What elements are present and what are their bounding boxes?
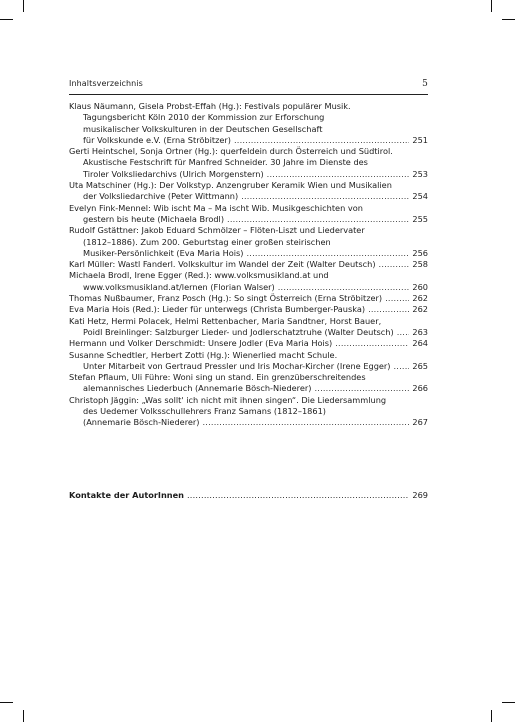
toc-entry-line: Evelyn Fink-Mennel: Wib ischt Ma – Ma ischt Wib. Musikgeschichten von	[69, 202, 363, 213]
toc-entry-line: Tiroler Volksliedarchivs (Ulrich Morgenstern)	[83, 168, 264, 179]
toc-entry[interactable]	[69, 350, 428, 373]
dot-leader	[187, 490, 409, 501]
page-number: 5	[422, 79, 428, 89]
toc-entry-page: 262	[412, 304, 428, 315]
toc-entry-contacts[interactable]	[69, 490, 428, 501]
toc-entry[interactable]	[69, 304, 428, 315]
dot-leader	[368, 304, 409, 315]
toc-entry-line: Klaus Näumann, Gisela Probst-Effah (Hg.): Festivals populärer Musik.	[69, 101, 351, 111]
dot-leader	[241, 191, 409, 202]
toc-entry-line: Rudolf Gstättner: Jakob Eduard Schmölzer – Flöten-Liszt und Liedervater	[69, 225, 365, 236]
toc-entry-page: 269	[412, 490, 428, 500]
toc-entry-line: Stefan Pflaum, Uli Führe: Woni sing un stand. Ein grenzüberschreitendes	[69, 372, 366, 383]
toc-entry-line: gestern bis heute (Michaela Brodl)	[83, 213, 225, 224]
toc-entry-line: Thomas Nußbaumer, Franz Posch (Hg.): So singt Österreich (Erna Ströbitzer)	[69, 293, 383, 304]
header-rule	[69, 94, 428, 95]
dot-leader	[335, 338, 409, 349]
toc-entry-line: Unter Mitarbeit von Gertraud Pressler und Iris Mochar-Kircher (Irene Egger)	[83, 360, 391, 371]
toc-entry-line: Christoph Jäggin: „Was sollt' ich nicht mit ihnen singen“. Die Liedersammlung	[69, 394, 387, 405]
toc-entry[interactable]	[69, 180, 428, 203]
toc-entry-line: www.volksmusikland.at/lernen (Florian Walser)	[83, 281, 275, 292]
toc-entry-page: 264	[412, 338, 428, 349]
toc-entry[interactable]	[69, 270, 428, 293]
toc-entry-line: Eva Maria Hois (Red.): Lieder für unterwegs (Christa Bumberger-Pauska)	[69, 304, 366, 315]
dot-leader	[202, 417, 409, 428]
toc-entry-page: 262	[412, 293, 428, 304]
crop-mark	[23, 0, 24, 12]
dot-leader	[227, 214, 409, 225]
toc-entry-page: 253	[412, 168, 428, 179]
toc-entry-line: (1812–1886). Zum 200. Geburtstag einer großen steirischen	[83, 236, 331, 247]
crop-mark	[0, 19, 13, 20]
toc-entry[interactable]	[69, 395, 428, 429]
toc-entry-line: für Volkskunde e.V. (Erna Ströbitzer)	[83, 134, 231, 145]
toc-entry-line: Karl Müller: Wastl Fanderl. Volkskultur im Wandel der Zeit (Walter Deutsch)	[69, 259, 376, 270]
toc-entry[interactable]	[69, 259, 428, 270]
dot-leader	[385, 293, 409, 304]
crop-mark	[491, 710, 492, 722]
section-title: Inhaltsverzeichnis	[69, 79, 143, 88]
crop-mark	[491, 0, 492, 12]
toc-entry-line: des Uedemer Volksschullehrers Franz Samans (1812–1861)	[83, 406, 326, 417]
toc-entry-line: Kati Hetz, Hermi Polacek, Helmi Rettenbacher, Maria Sandtner, Horst Bauer,	[69, 315, 382, 326]
toc-entry-page: 265	[412, 360, 428, 371]
toc-entry-line: musikalischer Volkskulturen in der Deutschen Gesellschaft	[83, 123, 323, 134]
toc-entry-line: Susanne Schedtler, Herbert Zotti (Hg.): Wienerlied macht Schule.	[69, 349, 338, 360]
table-of-contents	[69, 101, 428, 429]
toc-entry-page: 266	[412, 383, 428, 394]
dot-leader	[246, 248, 409, 259]
toc-entry-page: 254	[412, 191, 428, 202]
toc-entry-page: 260	[412, 281, 428, 292]
toc-entry-line: Tagungsbericht Köln 2010 der Kommission zur Erforschung	[83, 112, 325, 123]
toc-entry-line: (Annemarie Bösch-Niederer)	[83, 417, 200, 428]
crop-mark	[502, 702, 515, 703]
toc-entry[interactable]	[69, 372, 428, 395]
dot-leader	[379, 259, 409, 270]
toc-entry-line: Gerti Heintschel, Sonja Ortner (Hg.): querfeldein durch Österreich und Südtirol.	[69, 146, 393, 157]
dot-leader	[267, 169, 409, 180]
dot-leader	[234, 135, 409, 146]
toc-entry[interactable]	[69, 293, 428, 304]
toc-entry-title: Kontakte der AutorInnen	[69, 490, 184, 500]
toc-entry-line: der Volksliedarchive (Peter Wittmann)	[83, 191, 239, 202]
toc-entry-page: 256	[412, 247, 428, 258]
toc-entry[interactable]	[69, 338, 428, 349]
toc-entry[interactable]	[69, 146, 428, 180]
toc-entry-page: 263	[412, 326, 428, 337]
toc-entry[interactable]	[69, 203, 428, 226]
toc-entry-page: 258	[412, 259, 428, 270]
toc-entry-line: Akustische Festschrift für Manfred Schneider. 30 Jahre im Dienste des	[83, 157, 368, 168]
toc-entry-line: alemannisches Liederbuch (Annemarie Bösch-Niederer)	[83, 383, 312, 394]
dot-leader	[314, 383, 409, 394]
dot-leader	[397, 327, 409, 338]
toc-entry-page: 251	[412, 134, 428, 145]
toc-entry[interactable]	[69, 101, 428, 146]
toc-entry-line: Poidl Breinlinger: Salzburger Lieder- und Jodlerschatztruhe (Walter Deutsch)	[83, 326, 394, 337]
crop-mark	[23, 710, 24, 722]
toc-entry-page: 255	[412, 213, 428, 224]
toc-entry-line: Uta Matschiner (Hg.): Der Volkstyp. Anzengruber Keramik Wien und Musikalien	[69, 180, 392, 191]
crop-mark	[0, 702, 13, 703]
toc-entry-line: Musiker-Persönlichkeit (Eva Maria Hois)	[83, 247, 244, 258]
toc-entry[interactable]	[69, 225, 428, 259]
toc-entry-line: Michaela Brodl, Irene Egger (Red.): www.volksmusikland.at und	[69, 270, 329, 281]
toc-entry-page: 267	[412, 417, 428, 428]
dot-leader	[394, 361, 410, 372]
toc-entry-line: Hermann und Volker Derschmidt: Unsere Jodler (Eva Maria Hois)	[69, 338, 333, 349]
dot-leader	[278, 282, 409, 293]
crop-mark	[502, 19, 515, 20]
toc-entry[interactable]	[69, 316, 428, 339]
running-header	[69, 79, 428, 93]
